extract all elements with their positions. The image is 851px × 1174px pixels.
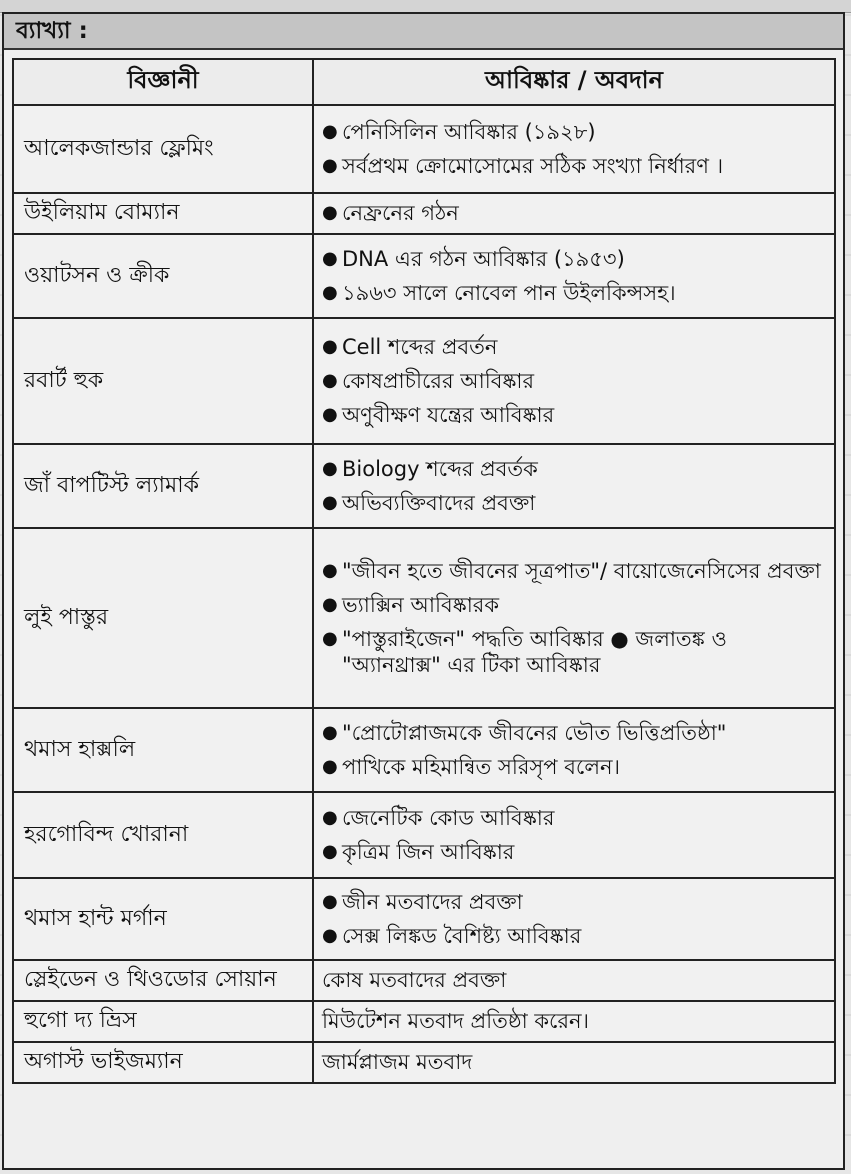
contribution-cell [313, 193, 835, 234]
scientist-name: লুই পাস্তুর [13, 528, 313, 708]
contribution-text: মিউটেশন মতবাদ প্রতিষ্ঠা করেন। [322, 1009, 590, 1034]
scientist-name: ওয়াটসন ও ক্রীক [13, 234, 313, 318]
bullet-icon: ● [322, 492, 338, 513]
table-row [13, 318, 835, 444]
contribution-item [322, 276, 826, 310]
scientist-name: থমাস হাক্সলি [13, 708, 313, 792]
contribution-cell [313, 960, 835, 1001]
contribution-text: কোষপ্রাচীরের আবিষ্কার [342, 368, 535, 393]
scientist-name: হুগো দ্য ভ্রিস [13, 1001, 313, 1042]
contribution-text: অভিব্যক্তিবাদের প্রবক্তা [342, 491, 536, 515]
contribution-text: ভ্যাক্সিন আবিষ্কারক [342, 592, 500, 617]
scientist-table [12, 58, 836, 1084]
bullet-icon: ● [322, 282, 338, 303]
contribution-item [322, 196, 826, 230]
contribution-item [322, 919, 826, 953]
bullet-icon: ● [322, 457, 338, 479]
contribution-item [322, 486, 826, 520]
table-row [13, 708, 835, 792]
contribution-item [322, 622, 826, 683]
scientist-name: রবার্ট হুক [13, 318, 313, 444]
contribution-text: কোষ মতবাদের প্রবক্তা [322, 968, 507, 993]
bullet-icon: ● [322, 120, 338, 142]
bullet-icon: ● [322, 202, 338, 224]
contribution-item [322, 885, 826, 919]
explanation-header [4, 14, 843, 50]
table-header-row [13, 59, 835, 105]
contribution-text: সেক্স লিঙ্কড বৈশিষ্ট্য আবিষ্কার [342, 924, 582, 948]
contribution-cell [313, 444, 835, 528]
contribution-text: পাখিকে মহিমান্বিত সরিসৃপ বলেন। [342, 755, 621, 779]
bullet-icon: ● [322, 721, 338, 743]
scientist-name: জাঁ বাপটিস্ট ল্যামার্ক [13, 444, 313, 528]
contribution-item [322, 801, 826, 835]
bullet-icon: ● [322, 890, 338, 912]
contribution-cell [313, 1001, 835, 1042]
contribution-text: "পাস্তুরাইজেন" পদ্ধতি আবিষ্কার ● জলাতঙ্ক ও "অ্যানথ্রাক্স" এর টিকা আবিষ্কার [342, 627, 727, 678]
bullet-icon: ● [322, 559, 338, 581]
contribution-text: জার্মপ্লাজম মতবাদ [322, 1050, 473, 1075]
bullet-icon: ● [322, 756, 338, 777]
bullet-icon: ● [322, 155, 338, 176]
contribution-cell [313, 234, 835, 318]
table-row [13, 878, 835, 960]
scientist-name: উইলিয়াম বোম্যান [13, 193, 313, 234]
bullet-icon: ● [322, 925, 338, 946]
bullet-icon: ● [322, 841, 338, 862]
bullet-icon: ● [322, 404, 338, 426]
bullet-icon: ● [322, 335, 338, 357]
contribution-item [322, 364, 826, 398]
contribution-cell [313, 105, 835, 193]
contribution-text: "জীবন হতে জীবনের সূত্রপাত"/ বায়োজেনেসিসের প্রবক্তা [342, 558, 821, 583]
column-header-contribution: আবিষ্কার / অবদান [313, 59, 835, 105]
contribution-text: কৃত্রিম জিন আবিষ্কার [342, 840, 515, 864]
contribution-text: জেনেটিক কোড আবিষ্কার [342, 805, 555, 830]
explanation-header-label: ব্যাখ্যা : [16, 17, 88, 44]
table-row [13, 1001, 835, 1042]
contribution-cell [313, 528, 835, 708]
table-row [13, 1042, 835, 1083]
contribution-item [322, 149, 826, 183]
explanation-box [2, 12, 845, 1170]
contribution-item [322, 398, 826, 432]
contribution-text: নেফ্রনের গঠন [342, 201, 459, 226]
bullet-icon: ● [322, 247, 338, 269]
table-row [13, 528, 835, 708]
contribution-cell [313, 792, 835, 878]
contribution-item [322, 115, 826, 149]
contribution-item [322, 452, 826, 486]
table-row [13, 234, 835, 318]
contribution-cell [313, 878, 835, 960]
bullet-icon: ● [322, 628, 338, 649]
contribution-cell [313, 1042, 835, 1083]
bullet-icon: ● [322, 806, 338, 828]
scientist-name: আলেকজান্ডার ফ্লেমিং [13, 105, 313, 193]
scientist-name: থমাস হান্ট মর্গান [13, 878, 313, 960]
contribution-text: পেনিসিলিন আবিষ্কার (১৯২৮) [342, 119, 596, 144]
contribution-text: DNA এর গঠন আবিষ্কার (১৯৫৩) [342, 246, 625, 271]
scientist-name: স্লেইডেন ও থিওডোর সোয়ান [13, 960, 313, 1001]
contribution-text: অণুবীক্ষণ যন্ত্রের আবিষ্কার [342, 403, 555, 428]
contribution-item [322, 242, 826, 276]
contribution-item [322, 835, 826, 869]
scientist-name: হরগোবিন্দ খোরানা [13, 792, 313, 878]
table-body [13, 105, 835, 1083]
table-row [13, 444, 835, 528]
contribution-text: Biology শব্দের প্রবর্তক [342, 456, 538, 481]
bullet-icon: ● [322, 593, 338, 615]
contribution-item [322, 588, 826, 622]
contribution-cell [313, 318, 835, 444]
table-row [13, 193, 835, 234]
contribution-item [322, 750, 826, 784]
contribution-text: "প্রোটোপ্লাজমকে জীবনের ভৌত ভিত্তিপ্রতিষ্ঠা" [342, 720, 727, 745]
contribution-item [322, 554, 826, 588]
table-row [13, 960, 835, 1001]
bullet-icon: ● [322, 369, 338, 391]
contribution-item [322, 716, 826, 750]
column-header-scientist: বিজ্ঞানী [13, 59, 313, 105]
contribution-item [322, 330, 826, 364]
scientist-name: অগাস্ট ভাইজম্যান [13, 1042, 313, 1083]
contribution-cell [313, 708, 835, 792]
contribution-text: সর্বপ্রথম ক্রোমোসোমের সঠিক সংখ্যা নির্ধারণ । [342, 154, 724, 178]
contribution-text: জীন মতবাদের প্রবক্তা [342, 889, 523, 914]
table-row [13, 792, 835, 878]
contribution-text: ১৯৬৩ সালে নোবেল পান উইলকিন্সসহ। [342, 281, 676, 305]
table-row [13, 105, 835, 193]
contribution-text: Cell শব্দের প্রবর্তন [342, 334, 498, 359]
